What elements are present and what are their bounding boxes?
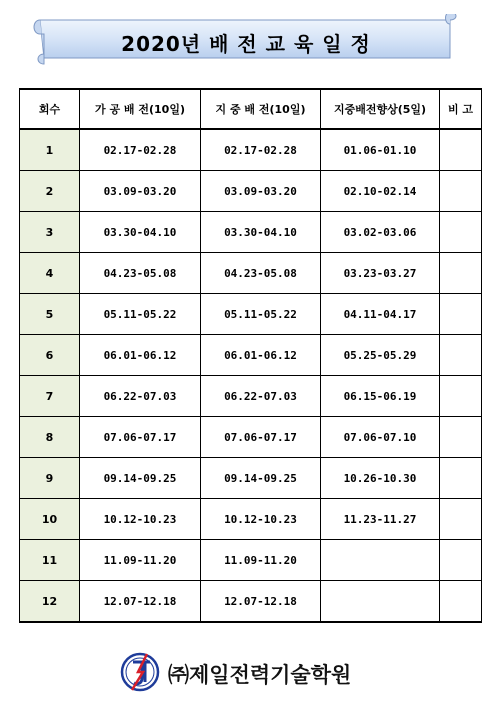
cell-round-number: 1 [20, 129, 80, 171]
cell-underground-dates: 05.11-05.22 [201, 294, 321, 335]
cell-overhead-dates: 09.14-09.25 [80, 458, 201, 499]
cell-advanced-dates [321, 540, 440, 581]
company-name: ㈜제일전력기술학원 [168, 663, 352, 687]
cell-round-number: 4 [20, 253, 80, 294]
cell-advanced-dates: 06.15-06.19 [321, 376, 440, 417]
cell-overhead-dates: 06.01-06.12 [80, 335, 201, 376]
cell-remarks [440, 212, 482, 253]
cell-underground-dates: 06.01-06.12 [201, 335, 321, 376]
cell-round-number: 12 [20, 581, 80, 623]
cell-round-number: 10 [20, 499, 80, 540]
cell-advanced-dates: 04.11-04.17 [321, 294, 440, 335]
cell-underground-dates: 09.14-09.25 [201, 458, 321, 499]
table-row [20, 499, 482, 540]
cell-round-number: 8 [20, 417, 80, 458]
table-row [20, 540, 482, 581]
cell-overhead-dates: 12.07-12.18 [80, 581, 201, 623]
cell-overhead-dates: 11.09-11.20 [80, 540, 201, 581]
cell-round-number: 6 [20, 335, 80, 376]
table-row [20, 171, 482, 212]
cell-advanced-dates: 03.23-03.27 [321, 253, 440, 294]
cell-remarks [440, 499, 482, 540]
table-row [20, 212, 482, 253]
cell-overhead-dates: 05.11-05.22 [80, 294, 201, 335]
header-underground-distribution: 지 중 배 전(10일) [201, 89, 321, 129]
cell-overhead-dates: 04.23-05.08 [80, 253, 201, 294]
cell-overhead-dates: 06.22-07.03 [80, 376, 201, 417]
cell-underground-dates: 10.12-10.23 [201, 499, 321, 540]
page-title: 2020년 배 전 교 육 일 정 [121, 32, 371, 56]
header-round: 회수 [20, 89, 80, 129]
cell-overhead-dates: 03.30-04.10 [80, 212, 201, 253]
cell-remarks [440, 417, 482, 458]
cell-overhead-dates: 03.09-03.20 [80, 171, 201, 212]
cell-advanced-dates: 03.02-03.06 [321, 212, 440, 253]
cell-advanced-dates: 11.23-11.27 [321, 499, 440, 540]
cell-underground-dates: 03.09-03.20 [201, 171, 321, 212]
cell-remarks [440, 129, 482, 171]
table-row [20, 129, 482, 171]
cell-round-number: 9 [20, 458, 80, 499]
cell-remarks [440, 540, 482, 581]
title-banner [30, 14, 462, 70]
header-underground-advanced: 지중배전향상(5일) [321, 89, 440, 129]
footer [120, 652, 420, 696]
header-overhead-distribution: 가 공 배 전(10일) [80, 89, 201, 129]
cell-advanced-dates: 05.25-05.29 [321, 335, 440, 376]
table-header-row [20, 89, 482, 129]
cell-remarks [440, 376, 482, 417]
cell-underground-dates: 06.22-07.03 [201, 376, 321, 417]
table-row [20, 581, 482, 623]
table-row [20, 417, 482, 458]
cell-round-number: 5 [20, 294, 80, 335]
table-row [20, 294, 482, 335]
cell-underground-dates: 02.17-02.28 [201, 129, 321, 171]
cell-round-number: 3 [20, 212, 80, 253]
cell-round-number: 7 [20, 376, 80, 417]
cell-round-number: 2 [20, 171, 80, 212]
table-row [20, 458, 482, 499]
cell-round-number: 11 [20, 540, 80, 581]
header-remarks: 비 고 [440, 89, 482, 129]
cell-advanced-dates: 07.06-07.10 [321, 417, 440, 458]
cell-advanced-dates: 02.10-02.14 [321, 171, 440, 212]
table-row [20, 253, 482, 294]
schedule-table [19, 88, 482, 623]
table-row [20, 335, 482, 376]
company-logo-icon [120, 652, 160, 692]
cell-remarks [440, 458, 482, 499]
cell-remarks [440, 294, 482, 335]
cell-advanced-dates [321, 581, 440, 623]
cell-underground-dates: 03.30-04.10 [201, 212, 321, 253]
cell-underground-dates: 11.09-11.20 [201, 540, 321, 581]
cell-overhead-dates: 02.17-02.28 [80, 129, 201, 171]
cell-advanced-dates: 10.26-10.30 [321, 458, 440, 499]
cell-overhead-dates: 07.06-07.17 [80, 417, 201, 458]
cell-remarks [440, 335, 482, 376]
cell-remarks [440, 581, 482, 623]
cell-overhead-dates: 10.12-10.23 [80, 499, 201, 540]
cell-underground-dates: 12.07-12.18 [201, 581, 321, 623]
table-row [20, 376, 482, 417]
cell-remarks [440, 171, 482, 212]
cell-remarks [440, 253, 482, 294]
cell-advanced-dates: 01.06-01.10 [321, 129, 440, 171]
cell-underground-dates: 04.23-05.08 [201, 253, 321, 294]
cell-underground-dates: 07.06-07.17 [201, 417, 321, 458]
